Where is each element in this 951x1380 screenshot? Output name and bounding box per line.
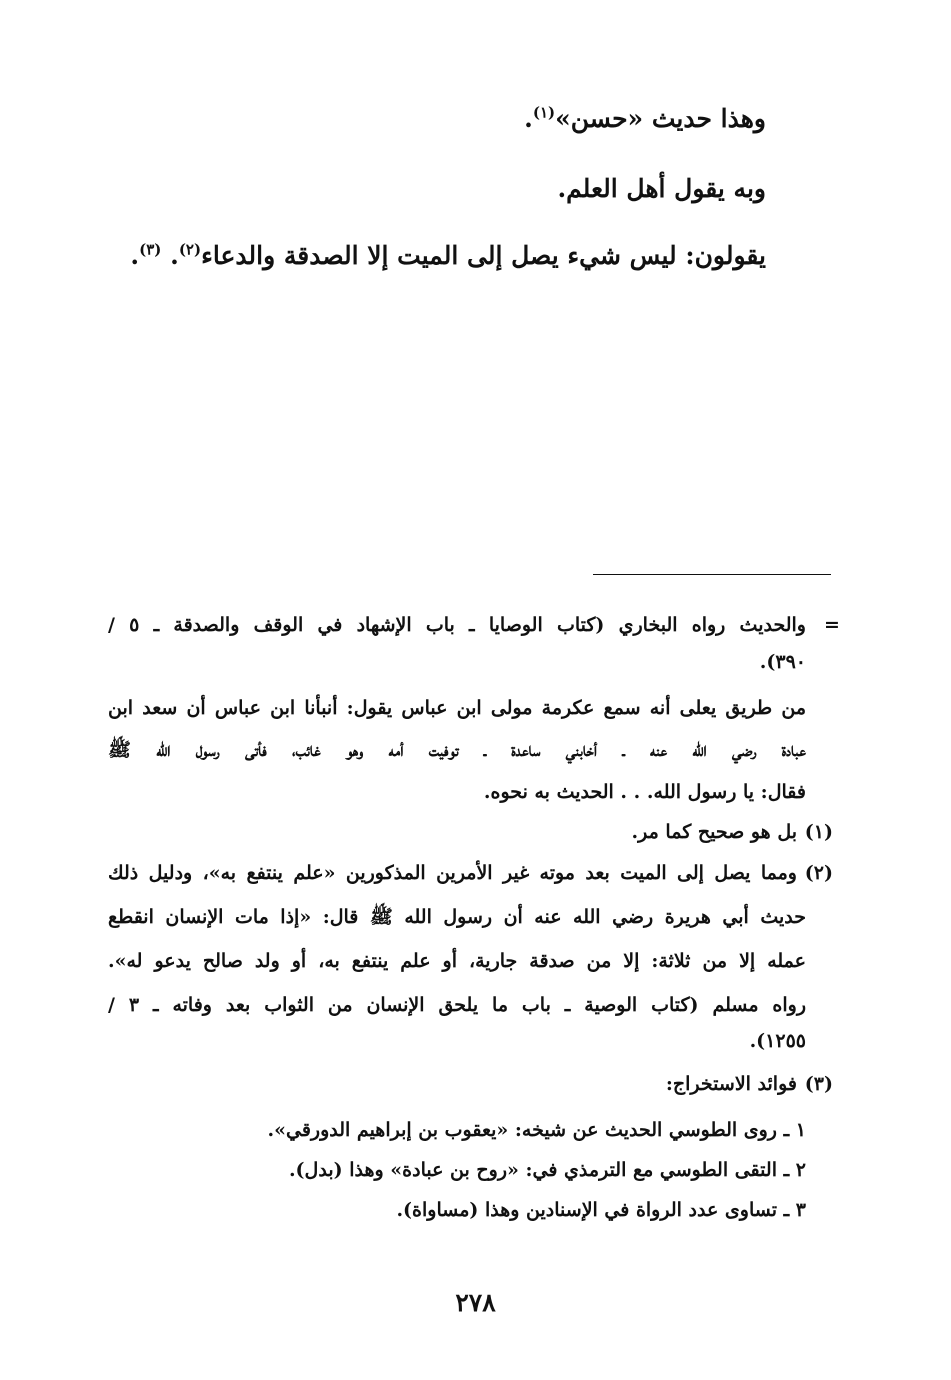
main-text-line-1-body: وهذا حديث «حسن» (555, 104, 766, 133)
footnote-2-line-5: ١٢٥٥). (749, 1030, 806, 1052)
footnote-1-text: بل هو صحيح كما مر. (631, 821, 797, 843)
footnote-2-line-1 (108, 859, 833, 887)
continuation-marker: = (824, 614, 840, 636)
continuation-line-3: من طريق يعلى أنه سمع عكرمة مولى ابن عباس يقول: أنبأنا ابن عباس أن سعد ابن (108, 697, 806, 719)
footnote-3-title (666, 1070, 833, 1098)
footnote-separator (593, 574, 831, 575)
footnote-ref-2[interactable]: (٢) (178, 240, 202, 259)
main-text-line-1 (524, 102, 766, 136)
continuation-line-4: عبادة رضي الله عنه ـ أخابني ساعدة ـ توفيت أمه وهو غائب، فأتى رسول الله ﷺ (108, 739, 806, 761)
footnote-1-marker: (١) (804, 821, 833, 843)
main-text-line-3-body: يقولون: ليس شيء يصل إلى الميت إلا الصدقة والدعاء (201, 241, 766, 270)
main-text-line-3 (130, 239, 766, 273)
footnote-2-line-3: عمله إلا من ثلاثة: إلا من صدقة جارية، أو علم ينتفع به، أو ولد صالح يدعو له». (108, 950, 806, 972)
main-text-line-3-mid: . (170, 241, 179, 270)
footnote-ref-3[interactable]: (٣) (139, 240, 162, 259)
main-text-line-1-end: . (524, 104, 533, 133)
footnote-3-item-2: ٢ ـ التقى الطوسي مع الترمذي في: «روح بن عبادة» وهذا (بدل). (288, 1159, 806, 1181)
footnote-3-marker: (٣) (804, 1073, 833, 1095)
continuation-line-5: فقال: يا رسول الله. . . الحديث به نحوه. (483, 781, 806, 803)
footnote-2-line-4: رواه مسلم (كتاب الوصية ـ باب ما يلحق الإنسان من الثواب بعد وفاته ـ ٣ / (108, 994, 806, 1016)
continuation-line-1: والحديث رواه البخاري (كتاب الوصايا ـ باب الإشهاد في الوقف والصدقة ـ ٥ / (108, 614, 806, 636)
footnote-2-line-1-text: ومما يصل إلى الميت بعد موته غير الأمرين المذكورين «علم ينتفع به»، ودليل ذلك (108, 862, 797, 884)
footnote-2-marker: (٢) (804, 862, 833, 884)
footnote-1 (632, 818, 833, 846)
main-text-line-3-end: . (130, 241, 140, 270)
footnote-3-item-1: ١ ـ روى الطوسي الحديث عن شيخه: «يعقوب بن إبراهيم الدورقي». (267, 1119, 806, 1141)
footnote-3-title-text: فوائد الاستخراج: (665, 1073, 797, 1095)
footnote-3-item-3: ٣ ـ تساوى عدد الرواة في الإسنادين وهذا (مساواة). (396, 1199, 806, 1221)
footnote-2-line-2: حديث أبي هريرة رضي الله عنه أن رسول الله ﷺ قال: «إذا مات الإنسان انقطع (108, 906, 806, 928)
main-text-line-2: وبه يقول أهل العلم. (557, 174, 766, 203)
page-number: ٢٧٨ (455, 1288, 496, 1317)
continuation-line-2: ٣٩٠). (759, 651, 806, 673)
footnote-ref-1[interactable]: (١) (532, 103, 556, 122)
